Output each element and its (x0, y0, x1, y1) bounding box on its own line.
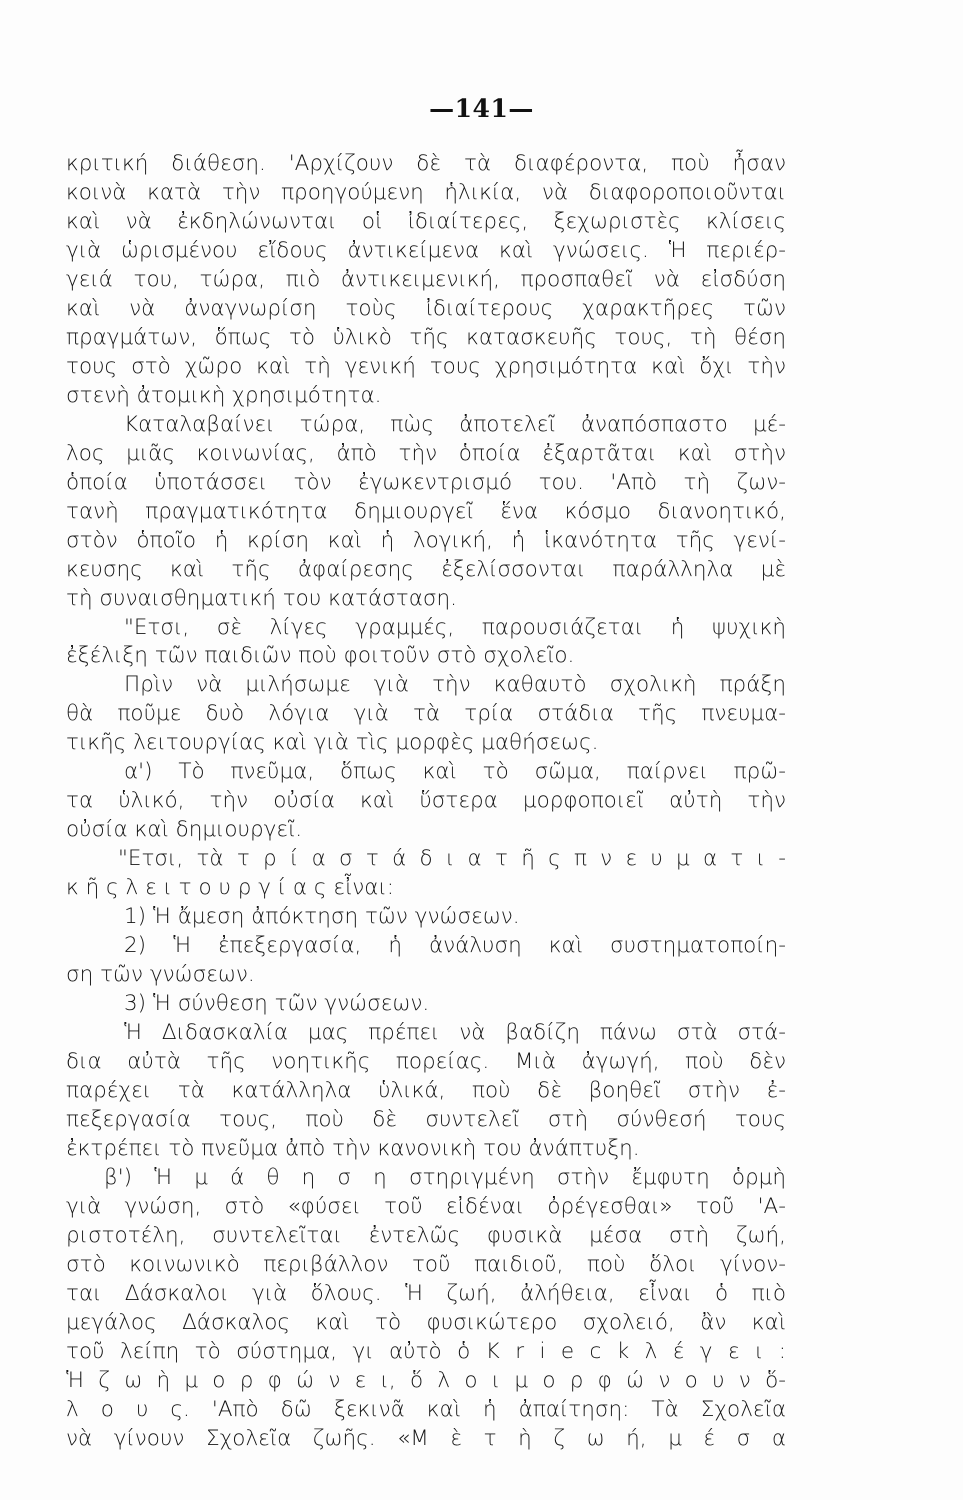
text-line: λος μιᾶς κοινωνίας, ἀπὸ τὴν ὁποία ἐξαρτᾶται καὶ στὴν (66, 440, 786, 466)
text-line: πεξεργασία τους, ποὺ δὲ συντελεῖ στὴ σύνθεσή τους (66, 1106, 786, 1132)
text-line: ται Δάσκαλοι γιὰ ὅλους. Ἡ ζωή, ἀλήθεια, εἶναι ὁ πιὸ (66, 1280, 786, 1306)
text-line: μεγάλος Δάσκαλος καὶ τὸ φυσικώτερο σχολειό, ἂν καὶ (66, 1309, 786, 1335)
text-line: 3) Ἡ σύνθεση τῶν γνώσεων. (124, 991, 430, 1017)
body-text (66, 150, 786, 1454)
text-line: τανὴ πραγματικότητα δημιουργεῖ ἕνα κόσμο διανοητικό, (66, 498, 786, 524)
text-line: τα ὑλικό, τὴν οὐσία καὶ ὕστερα μορφοποιεῖ αὐτὴ τὴν (66, 788, 786, 814)
text-line: 1) Ἡ ἄμεση ἀπόκτηση τῶν γνώσεων. (124, 904, 520, 930)
text-line: ἐξέλιξη τῶν παιδιῶν ποὺ φοιτοῦν στὸ σχολεῖο. (66, 643, 575, 669)
text-line: στὸν ὁποῖο ἡ κρίση καὶ ἡ λογική, ἡ ἱκανότητα τῆς γενί- (66, 527, 786, 553)
text-line: β') Ἡ μ ά θ η σ η στηριγμένη στὴν ἔμφυτη ὁρμὴ (104, 1164, 786, 1190)
text-line: κοινὰ κατὰ τὴν προηγούμενη ἡλικία, νὰ διαφοροποιοῦνται (66, 179, 786, 205)
text-line: δια αὐτὰ τῆς νοητικῆς πορείας. Μιὰ ἀγωγή, ποὺ δὲν (66, 1049, 786, 1075)
text-line: Πρὶν νὰ μιλήσωμε γιὰ τὴν καθαυτὸ σχολικὴ πράξη (124, 672, 786, 698)
text-line: στὸ κοινωνικὸ περιβάλλον τοῦ παιδιοῦ, ποὺ ὅλοι γίνον- (66, 1251, 786, 1277)
text-line: γιὰ γνώση, στὸ «φύσει τοῦ εἰδέναι ὀρέγεσθαι» τοῦ 'Α- (66, 1193, 786, 1219)
text-line: κ ῆ ς λ ε ι τ ο υ ρ γ ί α ς εἶναι: (66, 875, 395, 901)
text-line: ὁποία ὑποτάσσει τὸν ἐγωκεντρισμό του. 'Απὸ τὴ ζων- (66, 469, 786, 495)
text-line: καὶ νὰ ἀναγνωρίση τοὺς ἰδιαίτερους χαρακτῆρες τῶν (66, 295, 786, 321)
text-line: τικῆς λειτουργίας καὶ γιὰ τὶς μορφὲς μαθήσεως. (66, 730, 599, 756)
text-line: θὰ ποῦμε δυὸ λόγια γιὰ τὰ τρία στάδια τῆς πνευμα- (66, 701, 786, 727)
page-number: —141— (429, 94, 534, 123)
text-line: πραγμάτων, ὅπως τὸ ὑλικὸ τῆς κατασκευῆς τους, τὴ θέση (66, 324, 786, 350)
text-line: ἐκτρέπει τὸ πνεῦμα ἀπὸ τὴν κανονικὴ του ἀνάπτυξη. (66, 1135, 640, 1161)
text-line: κριτική διάθεση. 'Αρχίζουν δὲ τὰ διαφέροντα, ποὺ ἦσαν (66, 151, 786, 176)
text-line: τους στὸ χῶρο καὶ τὴ γενική τους χρησιμότητα καὶ ὄχι τὴν (66, 353, 786, 379)
text-line: 2) Ἡ ἐπεξεργασία, ἡ ἀνάλυση καὶ συστηματοποίη- (124, 933, 786, 959)
text-line: κευσης καὶ τῆς ἀφαίρεσης ἐξελίσσονται παράλληλα μὲ (66, 556, 786, 582)
text-line: Ἡ ζ ω ὴ μ ο ρ φ ώ ν ε ι, ὅ λ ο ι μ ο ρ φ ώ ν ο υ ν ὅ- (66, 1367, 786, 1393)
text-line: οὐσία καὶ δημιουργεῖ. (66, 817, 303, 843)
text-line: "Ετσι, σὲ λίγες γραμμές, παρουσιάζεται ἡ ψυχικὴ (124, 614, 786, 640)
text-line: Ἡ Διδασκαλία μας πρέπει νὰ βαδίζη πάνω στὰ στά- (124, 1020, 786, 1046)
text-line: ση τῶν γνώσεων. (66, 962, 255, 988)
text-line: τοῦ λείπη τὸ σύστημα, γι αὐτὸ ὁ K r i e c k λ έ γ ε ι : (66, 1338, 786, 1364)
text-line: τὴ συναισθηματική του κατάσταση. (66, 585, 457, 611)
text-line: "Ετσι, τὰ τ ρ ί α σ τ ά δ ι α τ ῆ ς π ν ε υ μ α τ ι - (118, 846, 786, 872)
text-line: καὶ νὰ ἐκδηλώνωνται οἱ ἰδιαίτερες, ξεχωριστὲς κλίσεις (66, 208, 786, 234)
text-line: στενὴ ἀτομικὴ χρησιμότητα. (66, 382, 382, 408)
text-line: γειά του, τώρα, πιὸ ἀντικειμενική, προσπαθεῖ νὰ εἰσδύση (66, 266, 786, 292)
text-line: α') Τὸ πνεῦμα, ὅπως καὶ τὸ σῶμα, παίρνει πρῶ- (124, 759, 786, 785)
text-line: λ ο υ ς. 'Απὸ δῶ ξεκινᾶ καὶ ἡ ἀπαίτηση: Τὰ Σχολεῖα (66, 1396, 786, 1422)
text-line: Καταλαβαίνει τώρα, πὼς ἀποτελεῖ ἀναπόσπαστο μέ- (124, 411, 786, 437)
text-line: νὰ γίνουν Σχολεῖα ζωῆς. «Μ ὲ τ ὴ ζ ω ή, μ έ σ α (66, 1425, 786, 1451)
text-line: ριστοτέλη, συντελεῖται ἐντελῶς φυσικὰ μέσα στὴ ζωή, (66, 1222, 786, 1248)
text-line: γιὰ ὡρισμένου εἴδους ἀντικείμενα καὶ γνώσεις. Ἡ περιέρ- (66, 237, 786, 263)
text-line: παρέχει τὰ κατάλληλα ὑλικά, ποὺ δὲ βοηθεῖ στὴν ἐ- (66, 1078, 786, 1103)
